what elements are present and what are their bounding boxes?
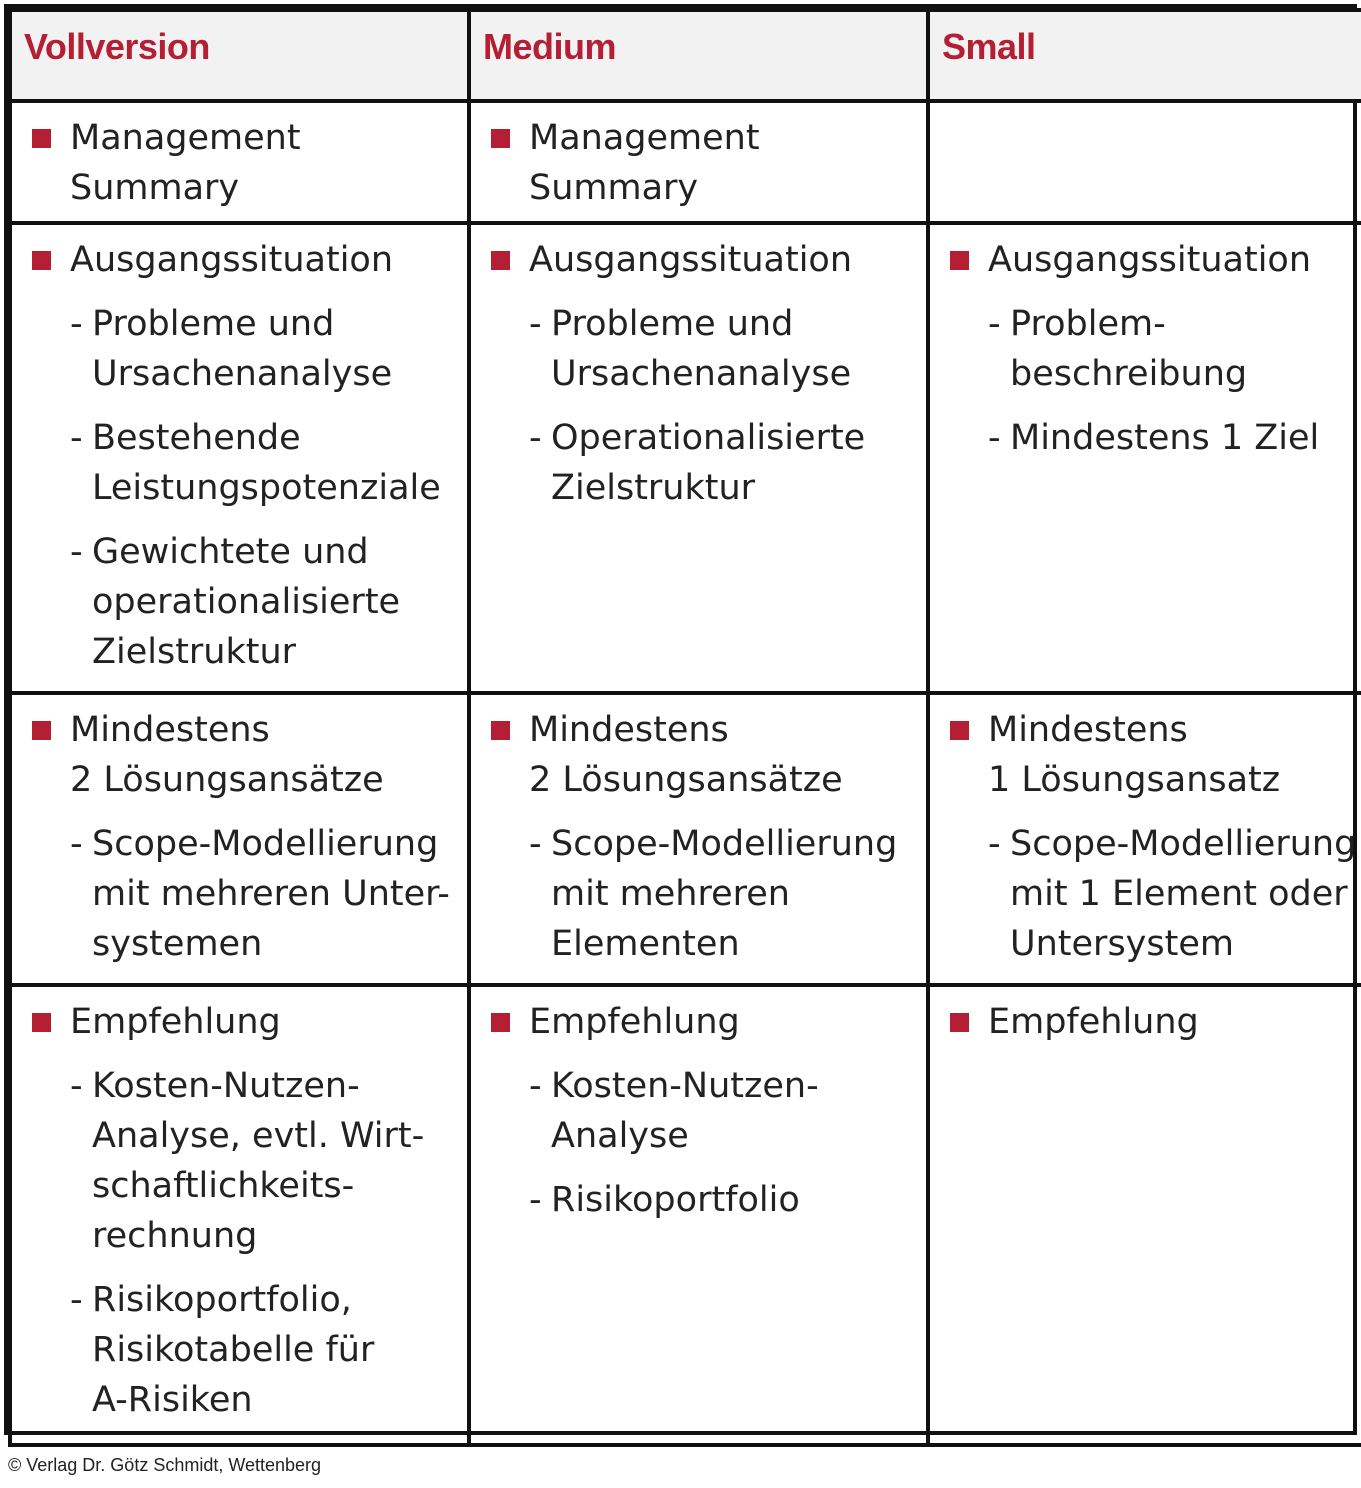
item-label: Ausgangssituation — [70, 240, 394, 280]
table-cell — [469, 223, 928, 693]
sub-list — [32, 1061, 467, 1425]
square-bullet-icon — [491, 721, 510, 740]
cell-content — [12, 225, 467, 677]
header-cell-vollversion — [10, 10, 469, 101]
sub-list — [32, 299, 467, 677]
sub-list-item — [491, 299, 926, 399]
list-item — [491, 113, 926, 213]
header-cell-medium — [469, 10, 928, 101]
sub-item-label: Scope-Modellierung mit 1 Element oder Untersystem — [1010, 824, 1357, 964]
list-item — [32, 705, 467, 805]
sub-list-item — [32, 527, 467, 677]
dash-marker: - — [988, 418, 1001, 458]
dash-marker: - — [529, 418, 542, 458]
table-cell — [928, 985, 1361, 1445]
sub-list-item — [32, 413, 467, 513]
comparison-table-frame — [4, 4, 1357, 1435]
table-body — [10, 10, 1361, 1445]
sub-item-label: Scope-Modellierung mit mehreren Elementen — [551, 824, 898, 964]
column-title: Small — [942, 26, 1036, 67]
square-bullet-icon — [32, 721, 51, 740]
sub-item-label: Operationalisierte Zielstruktur — [551, 418, 866, 508]
sub-list — [491, 1061, 926, 1225]
sub-item-label: Scope-Modellierung mit mehreren Unter- systemen — [92, 824, 450, 964]
square-bullet-icon — [950, 251, 969, 270]
dash-marker: - — [988, 304, 1001, 344]
list-item — [32, 997, 467, 1047]
list-item — [491, 235, 926, 285]
square-bullet-icon — [491, 1013, 510, 1032]
sub-list-item — [32, 819, 467, 969]
table-cell — [10, 101, 469, 223]
sub-item-label: Mindestens 1 Ziel — [1010, 418, 1320, 458]
table-cell — [10, 693, 469, 985]
sub-list-item — [32, 1061, 467, 1261]
table-row — [10, 101, 1361, 223]
list-item — [950, 997, 1361, 1047]
sub-list-item — [491, 1175, 926, 1225]
sub-list-item — [950, 413, 1361, 463]
item-label: Empfehlung — [529, 1002, 740, 1042]
sub-list-item — [950, 819, 1361, 969]
square-bullet-icon — [32, 129, 51, 148]
square-bullet-icon — [32, 251, 51, 270]
dash-marker: - — [529, 304, 542, 344]
square-bullet-icon — [32, 1013, 51, 1032]
dash-marker: - — [70, 1066, 83, 1106]
sub-item-label: Bestehende Leistungspotenziale — [92, 418, 441, 508]
dash-marker: - — [70, 418, 83, 458]
sub-list-item — [32, 299, 467, 399]
item-label: Mindestens 1 Lösungsansatz — [988, 710, 1281, 800]
sub-item-label: Risikoportfolio — [551, 1180, 800, 1220]
table-cell — [10, 223, 469, 693]
copyright-credit: © Verlag Dr. Götz Schmidt, Wettenberg — [8, 1455, 322, 1475]
list-item — [491, 997, 926, 1047]
table-row — [10, 985, 1361, 1445]
dash-marker: - — [70, 824, 83, 864]
comparison-table — [8, 8, 1361, 1447]
square-bullet-icon — [950, 721, 969, 740]
sub-list — [950, 819, 1361, 969]
sub-item-label: Problem- beschreibung — [1010, 304, 1248, 394]
cell-content — [471, 695, 926, 969]
table-cell — [928, 223, 1361, 693]
item-label: Mindestens 2 Lösungsansätze — [70, 710, 384, 800]
sub-list-item — [491, 819, 926, 969]
cell-content — [471, 225, 926, 513]
sub-item-label: Risikoportfolio, Risikotabelle für A-Risiken — [92, 1280, 375, 1420]
column-title: Vollversion — [24, 26, 210, 67]
list-item — [491, 705, 926, 805]
cell-content — [12, 695, 467, 969]
cell-content — [930, 225, 1361, 463]
sub-item-label: Probleme und Ursachenanalyse — [92, 304, 393, 394]
header-cell-small — [928, 10, 1361, 101]
dash-marker: - — [70, 532, 83, 572]
item-label: Empfehlung — [988, 1002, 1199, 1042]
list-item — [32, 235, 467, 285]
dash-marker: - — [529, 824, 542, 864]
table-cell — [928, 101, 1361, 223]
dash-marker: - — [70, 1280, 83, 1320]
sub-item-label: Kosten-Nutzen- Analyse, evtl. Wirt- schaftlichkeits- rechnung — [92, 1066, 425, 1256]
sub-list-item — [491, 413, 926, 513]
item-label: Empfehlung — [70, 1002, 281, 1042]
item-label: Ausgangssituation — [529, 240, 853, 280]
item-label: Management Summary — [529, 118, 760, 208]
table-cell — [469, 101, 928, 223]
cell-content — [12, 103, 467, 213]
sub-list-item — [32, 1275, 467, 1425]
header-row — [10, 10, 1361, 101]
cell-content — [12, 987, 467, 1425]
table-row — [10, 693, 1361, 985]
table-cell — [928, 693, 1361, 985]
dash-marker: - — [529, 1066, 542, 1106]
table-cell — [469, 985, 928, 1445]
square-bullet-icon — [950, 1013, 969, 1032]
list-item — [32, 113, 467, 213]
item-label: Ausgangssituation — [988, 240, 1312, 280]
sub-list — [32, 819, 467, 969]
square-bullet-icon — [491, 251, 510, 270]
table-cell — [469, 693, 928, 985]
dash-marker: - — [988, 824, 1001, 864]
table-cell — [10, 985, 469, 1445]
column-title: Medium — [483, 26, 617, 67]
sub-list — [491, 819, 926, 969]
sub-item-label: Gewichtete und operationalisierte Zielstruktur — [92, 532, 401, 672]
sub-item-label: Kosten-Nutzen- Analyse — [551, 1066, 819, 1156]
sub-list — [950, 299, 1361, 463]
cell-content — [930, 987, 1361, 1047]
cell-content — [471, 987, 926, 1225]
sub-list-item — [491, 1061, 926, 1161]
square-bullet-icon — [491, 129, 510, 148]
sub-item-label: Probleme und Ursachenanalyse — [551, 304, 852, 394]
dash-marker: - — [529, 1180, 542, 1220]
table-row — [10, 223, 1361, 693]
item-label: Management Summary — [70, 118, 301, 208]
sub-list-item — [950, 299, 1361, 399]
sub-list — [491, 299, 926, 513]
list-item — [950, 235, 1361, 285]
dash-marker: - — [70, 304, 83, 344]
cell-content — [930, 695, 1361, 969]
item-label: Mindestens 2 Lösungsansätze — [529, 710, 843, 800]
list-item — [950, 705, 1361, 805]
cell-content — [471, 103, 926, 213]
